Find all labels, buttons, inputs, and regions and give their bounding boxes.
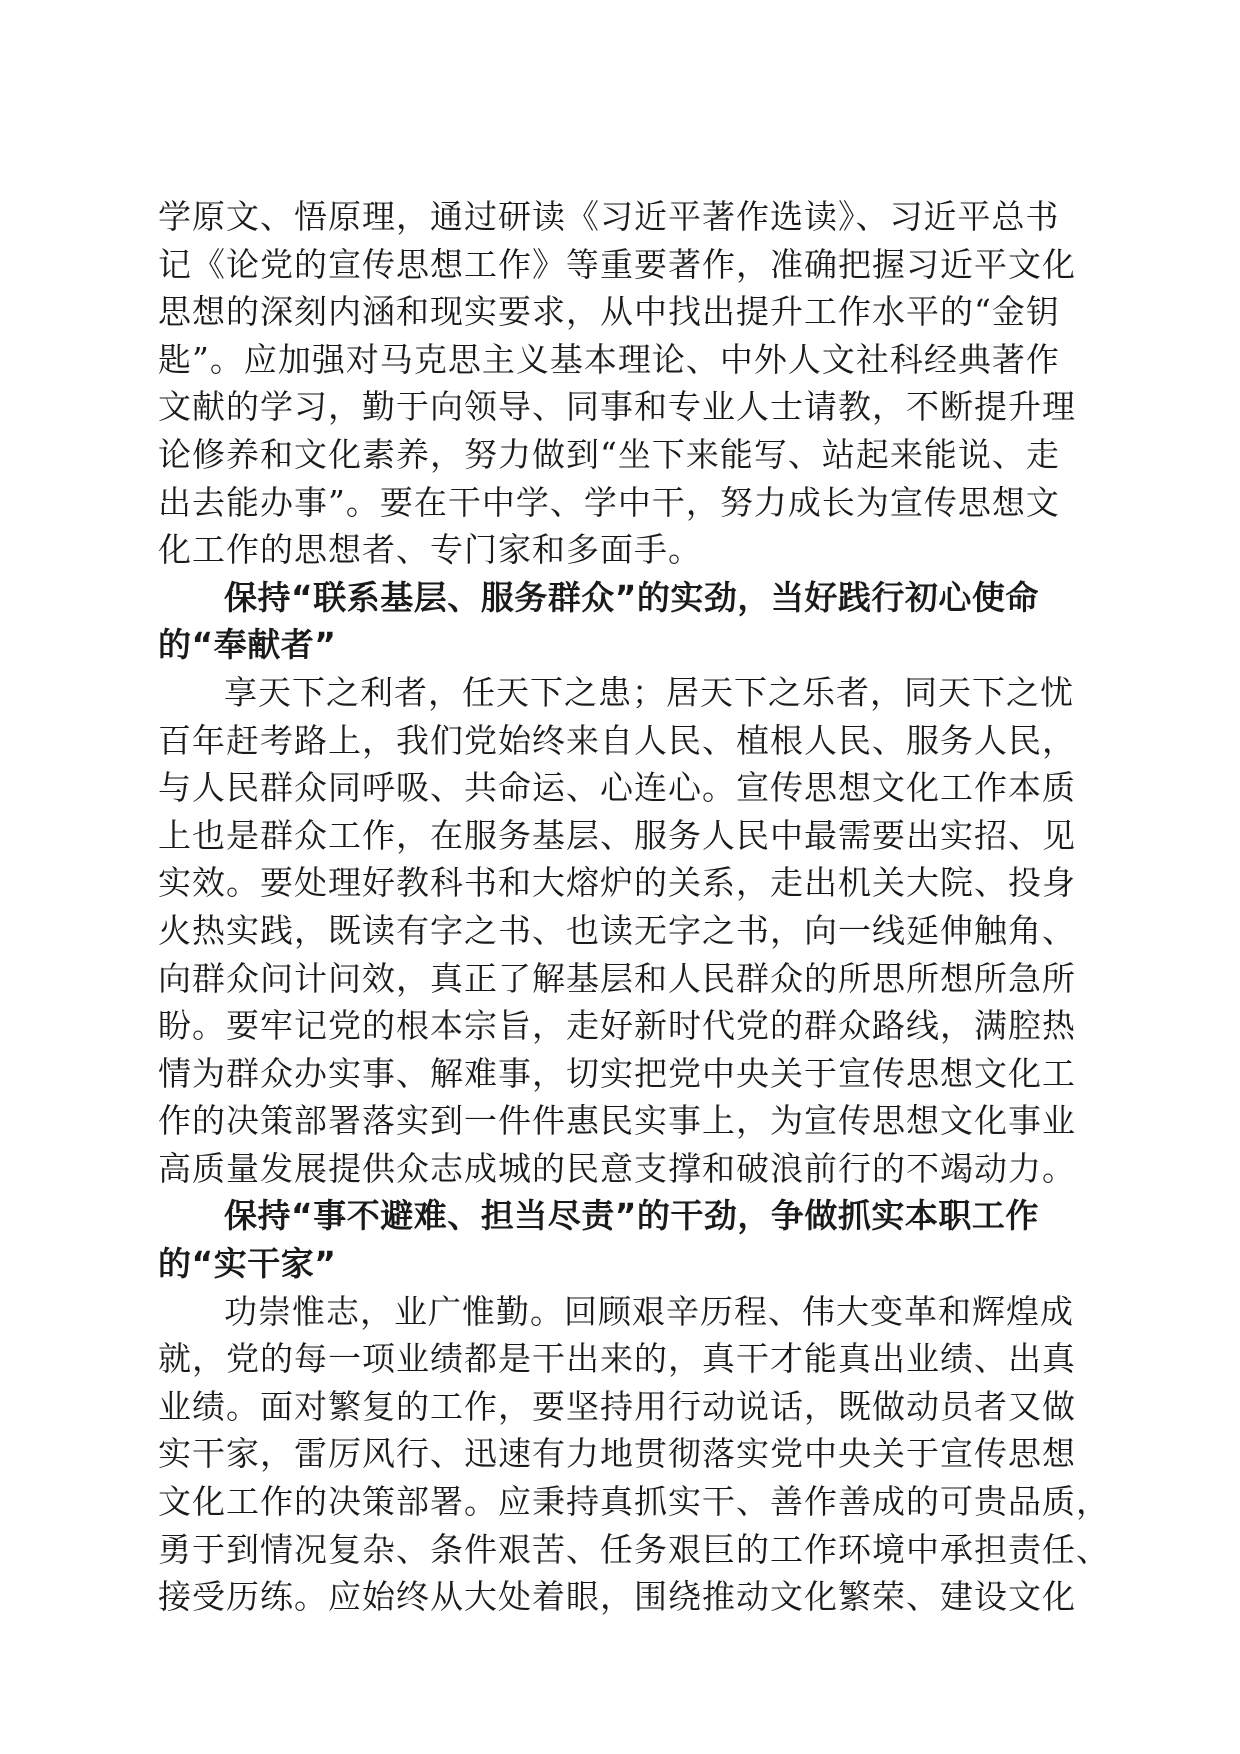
text-line: 火热实践，既读有字之书、也读无字之书，向一线延伸触角、 bbox=[158, 910, 1076, 950]
text-line: 上也是群众工作，在服务基层、服务人民中最需要出实招、见 bbox=[158, 815, 1076, 855]
heading-line: 的“实干家” bbox=[158, 1244, 337, 1284]
text-line: 与人民群众同呼吸、共命运、心连心。宣传思想文化工作本质 bbox=[158, 768, 1076, 808]
text-line: 勇于到情况复杂、条件艰苦、任务艰巨的工作环境中承担责任、 bbox=[158, 1529, 1110, 1569]
text-line: 享天下之利者，任天下之患；居天下之乐者，同天下之忧 bbox=[224, 672, 1074, 712]
text-line: 情为群众办实事、解难事，切实把党中央关于宣传思想文化工 bbox=[158, 1053, 1076, 1093]
text-line: 学原文、悟原理，通过研读《习近平著作选读》、习近平总书 bbox=[158, 197, 1060, 236]
paragraph-study bbox=[158, 193, 1078, 574]
text-line: 百年赶考路上，我们党始终来自人民、植根人民、服务人民， bbox=[158, 720, 1076, 760]
text-line: 实效。要处理好教科书和大熔炉的关系，走出机关大院、投身 bbox=[158, 863, 1076, 903]
text-line: 就，党的每一项业绩都是干出来的，真干才能真出业绩、出真 bbox=[158, 1339, 1076, 1379]
text-line: 功崇惟志，业广惟勤。回顾艰辛历程、伟大变革和辉煌成 bbox=[224, 1291, 1074, 1331]
text-line: 记《论党的宣传思想工作》等重要著作，准确把握习近平文化 bbox=[158, 244, 1076, 284]
text-line: 作的决策部署落实到一件件惠民实事上，为宣传思想文化事业 bbox=[158, 1101, 1076, 1141]
section-heading-doer bbox=[158, 1192, 1078, 1287]
text-line: 出去能办事”。要在干中学、学中干，努力成长为宣传思想文 bbox=[158, 482, 1060, 522]
text-line: 向群众问计问效，真正了解基层和人民群众的所思所想所急所 bbox=[158, 958, 1076, 998]
text-line: 业绩。面对繁复的工作，要坚持用行动说话，既做动员者又做 bbox=[158, 1386, 1076, 1426]
text-line: 文化工作的决策部署。应秉持真抓实干、善作善成的可贵品质， bbox=[158, 1482, 1110, 1522]
text-line: 高质量发展提供众志成城的民意支撑和破浪前行的不竭动力。 bbox=[158, 1148, 1076, 1188]
text-line: 盼。要牢记党的根本宗旨，走好新时代党的群众路线，满腔热 bbox=[158, 1006, 1076, 1046]
heading-line: 的“奉献者” bbox=[158, 625, 337, 665]
paragraph-hard-work bbox=[158, 1288, 1110, 1621]
text-line: 实干家，雷厉风行、迅速有力地贯彻落实党中央关于宣传思想 bbox=[158, 1434, 1076, 1474]
heading-line: 保持“联系基层、服务群众”的实劲，当好践行初心使命 bbox=[224, 577, 1039, 617]
text-line: 化工作的思想者、专门家和多面手。 bbox=[158, 530, 702, 570]
text-line: 文献的学习，勤于向领导、同事和专业人士请教，不断提升理 bbox=[158, 387, 1076, 427]
section-heading-dedicator bbox=[158, 574, 1078, 669]
text-line: 匙”。应加强对马克思主义基本理论、中外人文社科经典著作 bbox=[158, 339, 1060, 379]
text-line: 接受历练。应始终从大处着眼，围绕推动文化繁荣、建设文化 bbox=[158, 1577, 1076, 1617]
text-line: 论修养和文化素养，努力做到“坐下来能写、站起来能说、走 bbox=[158, 434, 1060, 474]
heading-line: 保持“事不避难、担当尽责”的干劲，争做抓实本职工作 bbox=[224, 1196, 1039, 1236]
document-body bbox=[158, 193, 1110, 1621]
text-line: 思想的深刻内涵和现实要求，从中找出提升工作水平的“金钥 bbox=[158, 292, 1060, 332]
paragraph-serve-masses bbox=[158, 669, 1078, 1193]
